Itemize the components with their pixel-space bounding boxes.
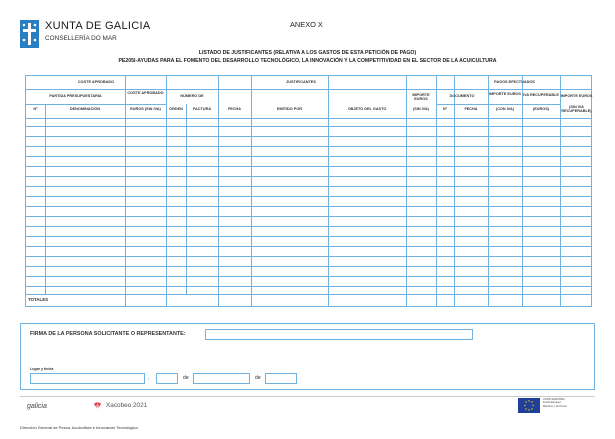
xunta-cross-icon — [20, 20, 39, 48]
eu-text-3: Marítimo y de Pesca — [543, 404, 567, 408]
col-n-pago: Nº — [442, 107, 448, 111]
col-euros-sin-iva: EUROS (SIN IVA) — [130, 107, 161, 111]
document-subtitle: PE205I-AYUDAS PARA EL FOMENTO DEL DESARROLLO TECNOLÓGICO, LA INNOVACIÓN Y LA COMPETITIVIDAD EN EL SECTOR DE LA ACUICULTURA — [118, 58, 497, 64]
col-denominacion: DENOMINACIÓN — [69, 107, 101, 111]
group-justificantes: JUSTIFICANTES — [286, 80, 316, 84]
xacobeo-text: Xacobeo 2021 — [106, 402, 148, 409]
eu-text-2: Fondo Europeo — [543, 401, 561, 405]
signature-input[interactable] — [205, 329, 473, 340]
de-label-1: de — [183, 375, 189, 381]
col-factura: FACTURA — [192, 107, 212, 111]
subhdr-importe-euros-pagos: IMPORTE EUROS — [489, 92, 521, 96]
col-sin-iva: (SIN IVA) — [413, 107, 429, 111]
subhdr-importe-euros: IMPORTE EUROS — [412, 93, 430, 102]
xacobeo-shell-icon — [93, 401, 102, 410]
eu-text-1: UNIÓN EUROPEA — [543, 398, 565, 401]
col-emitido-por: EMITIDO POR — [276, 107, 303, 111]
year-input[interactable] — [265, 373, 297, 384]
de-label-2: de — [255, 375, 261, 381]
document-title: LISTADO DE JUSTIFICANTES (RELATIVA A LOS GASTOS DE ESTA PETICIÓN DE PAGO) — [198, 50, 417, 56]
col-fecha-pago: FECHA — [464, 107, 478, 111]
logo-name: XUNTA DE GALICIA — [45, 20, 151, 32]
col-fecha: FECHA — [227, 107, 242, 111]
eu-logo — [518, 398, 567, 413]
totales-label: TOTALES — [28, 297, 49, 302]
col-sin-iva-recuperable: (SIN IVA RECUPERABLE) — [561, 105, 592, 114]
col-objeto-del-gasto: OBJETO DEL GASTO — [347, 107, 387, 111]
anexo-label: ANEXO X — [290, 20, 323, 29]
comma-separator: , — [148, 375, 150, 381]
footer-divider — [20, 396, 595, 397]
logo-sub: CONSELLERÍA DO MAR — [45, 35, 117, 42]
xunta-logo — [20, 20, 150, 48]
col-euros: (EUROS) — [532, 107, 550, 111]
group-coste-aprobado: COSTE APROBADO — [77, 80, 115, 84]
signature-label: FIRMA DE LA PERSONA SOLICITANTE O REPRESENTANTE: — [30, 331, 186, 337]
lugar-input[interactable] — [30, 373, 145, 384]
subhdr-iva-recuperable: IVA RECUPERABLE — [523, 93, 559, 97]
justificantes-table — [25, 75, 592, 307]
col-con-iva: (CON IVA) — [495, 107, 515, 111]
day-input[interactable] — [156, 373, 178, 384]
direccion-general-label: Dirección General de Pesca, Acuicultura e Innovación Tecnológica — [20, 425, 138, 430]
subhdr-documento: DOCUMENTO — [449, 94, 475, 98]
subhdr-importe-euros-last: IMPORTE EUROS — [560, 94, 593, 98]
lugar-fecha-label: Lugar y fecha — [30, 367, 54, 371]
col-n: Nº — [33, 107, 38, 111]
galicia-logo: galicia — [27, 403, 47, 410]
xacobeo-logo — [93, 401, 147, 410]
subhdr-numero-de: NÚMERO DE — [180, 94, 204, 98]
subhdr-coste: COSTE APROBADO — [127, 91, 164, 95]
signature-section — [20, 323, 595, 390]
subhdr-partida: PARTIDA PRESUPUESTARIA — [49, 94, 102, 98]
group-pagos-efectuados: PAGOS EFECTUADOS — [494, 80, 535, 84]
month-input[interactable] — [193, 373, 250, 384]
eu-flag-icon — [518, 398, 540, 413]
col-orden: ORDEN — [169, 107, 183, 111]
